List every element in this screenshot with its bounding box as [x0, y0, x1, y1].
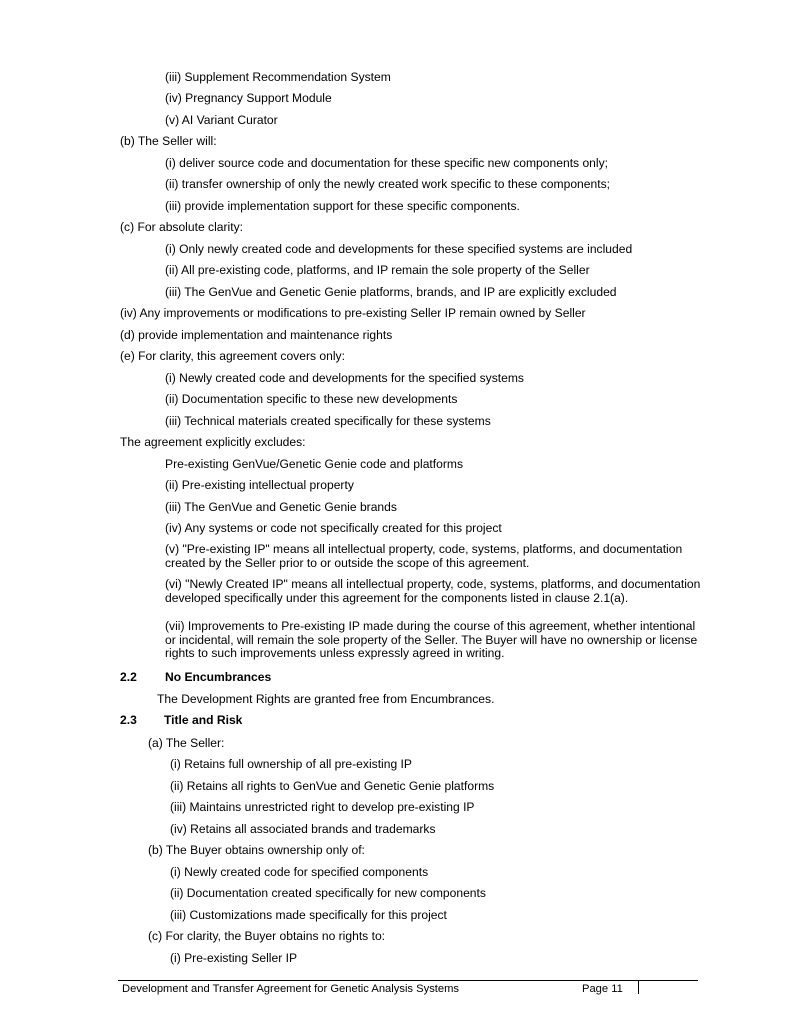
clause-line: (i) Pre-existing Seller IP — [170, 951, 298, 965]
clause-line: (iv) Any improvements or modifications to pre-existing Seller IP remain owned by Seller — [120, 306, 586, 320]
clause-line: (i) Only newly created code and developments for these specified systems are included — [165, 242, 633, 256]
clause-line: (ii) All pre-existing code, platforms, and IP remain the sole property of the Seller — [165, 263, 590, 277]
clause-line: (iii) provide implementation support for these specific components. — [165, 199, 520, 213]
definition-improvements: (vii) Improvements to Pre-existing IP made during the course of this agreement, whether intentional or incidental, will remain the sole property of the Seller. The Buyer will have no ownership or license rights to such improvements unless expressly agreed in writing. — [165, 619, 698, 661]
clause-line: (i) Newly created code for specified components — [170, 865, 429, 879]
clause-line: (iii) The GenVue and Genetic Genie platforms, brands, and IP are explicitly excluded — [165, 285, 617, 299]
clause-line: (v) AI Variant Curator — [165, 113, 278, 127]
footer-divider-tick — [638, 980, 639, 994]
clause-line: (ii) Retains all rights to GenVue and Genetic Genie platforms — [170, 779, 495, 793]
clause-line: (iv) Retains all associated brands and trademarks — [170, 822, 436, 836]
clause-line: (e) For clarity, this agreement covers only: — [120, 349, 345, 363]
clause-line: (iii) Customizations made specifically for this project — [170, 908, 447, 922]
clause-line: (iii) Maintains unrestricted right to develop pre-existing IP — [170, 800, 475, 814]
clause-line: Pre-existing GenVue/Genetic Genie code and platforms — [165, 457, 464, 471]
clause-line: (iii) The GenVue and Genetic Genie brands — [165, 500, 397, 514]
clause-line: (b) The Buyer obtains ownership only of: — [148, 843, 365, 857]
clause-line: (iii) Supplement Recommendation System — [165, 70, 391, 84]
clause-line: (iv) Any systems or code not specifically created for this project — [165, 521, 502, 535]
clause-line: (c) For absolute clarity: — [120, 220, 243, 234]
page-number: Page 11 — [582, 983, 623, 995]
clause-line: (ii) transfer ownership of only the newly created work specific to these components; — [165, 177, 610, 191]
footer-title: Development and Transfer Agreement for Genetic Analysis Systems — [122, 983, 460, 995]
clause-line: (ii) Documentation specific to these new developments — [165, 392, 458, 406]
section-heading: Title and Risk — [164, 713, 243, 727]
clause-line: (ii) Documentation created specifically for new components — [170, 886, 486, 900]
clause-line: (d) provide implementation and maintenance rights — [120, 328, 393, 342]
clause-line: (ii) Pre-existing intellectual property — [165, 478, 354, 492]
clause-line: (c) For clarity, the Buyer obtains no rights to: — [148, 929, 386, 943]
clause-line: (i) Newly created code and developments for the specified systems — [165, 371, 524, 385]
definition-pre-existing-ip: (v) "Pre-existing IP" means all intellectual property, code, systems, platforms, and documentation created by the Seller prior to or outside the scope of this agreement. — [165, 542, 683, 570]
footer-divider — [118, 980, 698, 981]
clause-line: The agreement explicitly excludes: — [120, 435, 306, 449]
clause-line: (a) The Seller: — [148, 736, 225, 750]
section-number: 2.3 — [120, 713, 137, 727]
clause-line: (i) Retains full ownership of all pre-existing IP — [170, 757, 412, 771]
section-number: 2.2 — [120, 670, 137, 684]
clause-line: (iii) Technical materials created specifically for these systems — [165, 414, 491, 428]
clause-line: (iv) Pregnancy Support Module — [165, 91, 332, 105]
definition-newly-created-ip: (vi) "Newly Created IP" means all intellectual property, code, systems, platforms, and documentation developed specifically under this agreement for the components listed in clause 2.1(a). — [165, 577, 701, 605]
clause-line: (i) deliver source code and documentation for these specific new components only; — [165, 156, 609, 170]
section-text: The Development Rights are granted free from Encumbrances. — [157, 692, 495, 706]
clause-line: (b) The Seller will: — [120, 134, 217, 148]
section-heading: No Encumbrances — [165, 670, 272, 684]
